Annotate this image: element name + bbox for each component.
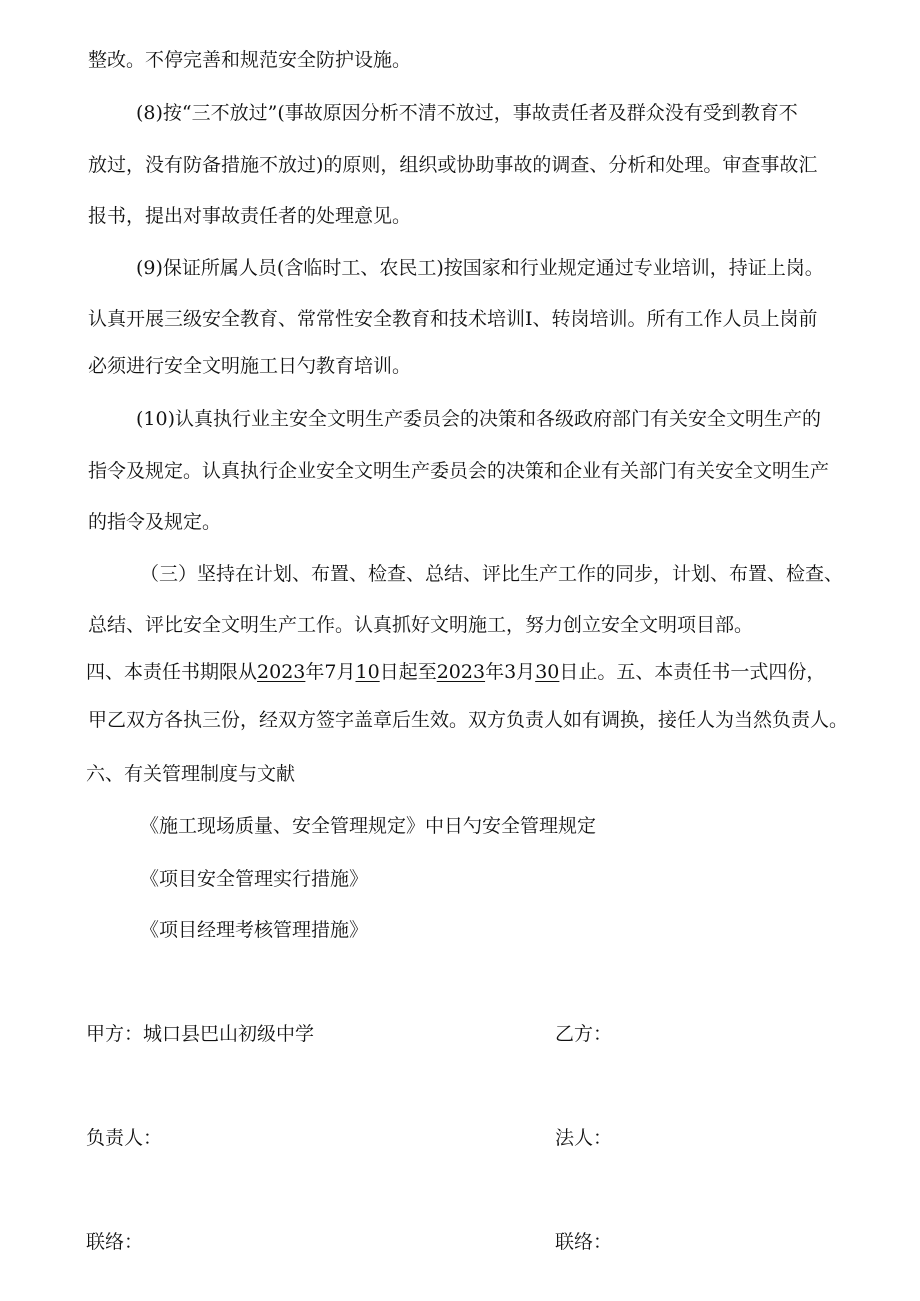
start-day: 10	[355, 661, 380, 683]
year-unit: 年	[305, 661, 325, 683]
paragraph-line: 放过，没有防备措施不放过)的原则，组织或协助事故的调查、分析和处理。审查事故汇	[88, 154, 818, 176]
contact-b-label: 联络：	[555, 1231, 613, 1253]
start-year: 2023	[257, 661, 306, 683]
end-month: 3	[504, 661, 517, 683]
term-line	[86, 659, 870, 685]
end-day: 30	[535, 661, 560, 683]
reference-item: 《项目经理考核管理措施》	[140, 919, 369, 941]
paragraph-line: 的指令及规定。	[88, 511, 222, 533]
paragraph-line: 认真开展三级安全教育、常常性安全教育和技术培训I、转岗培训。所有工作人员上岗前	[88, 308, 818, 330]
month-unit: 月	[516, 661, 536, 683]
term-suffix: 日止。五、本责任书一式四份，	[559, 661, 826, 683]
paragraph-line: （三）坚持在计划、布置、检查、总结、评比生产工作的同步，计划、布置、检查、	[140, 563, 844, 585]
start-month: 7	[324, 661, 337, 683]
paragraph-line: 整改。不停完善和规范安全防护设施。	[88, 49, 412, 71]
paragraph-line: (8)按“三不放过”(事故原因分析不清不放过，事故责任者及群众没有受到教育不	[136, 102, 798, 124]
paragraph-line: 总结、评比安全文明生产工作。认真抓好文明施工，努力创立安全文明项目部。	[88, 614, 754, 636]
paragraph-line: 报书，提出对事故责任者的处理意见。	[88, 205, 412, 227]
party-b-label: 乙方：	[555, 1023, 613, 1045]
month-unit: 月	[336, 661, 356, 683]
term-prefix: 四、本责任书期限从	[86, 661, 258, 683]
year-unit: 年	[485, 661, 505, 683]
principal-label: 负责人：	[86, 1127, 163, 1149]
reference-item: 《项目安全管理实行措施》	[140, 868, 369, 890]
term-line: 甲乙双方各执三份，经双方签字盖章后生效。双方负责人如有调换，接任人为当然负责人。	[88, 709, 849, 731]
legal-person-label: 法人：	[555, 1127, 613, 1149]
contact-a-label: 联络：	[86, 1231, 144, 1253]
paragraph-line: (9)保证所属人员(含临时工、农民工)按国家和行业规定通过专业培训，持证上岗。	[136, 257, 824, 279]
end-year: 2023	[436, 661, 486, 683]
paragraph-line: (10)认真执行业主安全文明生产委员会的决策和各级政府部门有关安全文明生产的	[136, 408, 822, 430]
paragraph-line: 指令及规定。认真执行企业安全文明生产委员会的决策和企业有关部门有关安全文明生产	[88, 460, 830, 482]
paragraph-line: 必须进行安全文明施工日勺教育培训。	[88, 355, 412, 377]
party-a-label: 甲方：城口县巴山初级中学	[86, 1023, 315, 1045]
term-middle: 日起至	[379, 661, 437, 683]
reference-item: 《施工现场质量、安全管理规定》中日勺安全管理规定	[140, 815, 597, 837]
references-heading: 六、有关管理制度与文献	[86, 763, 296, 785]
